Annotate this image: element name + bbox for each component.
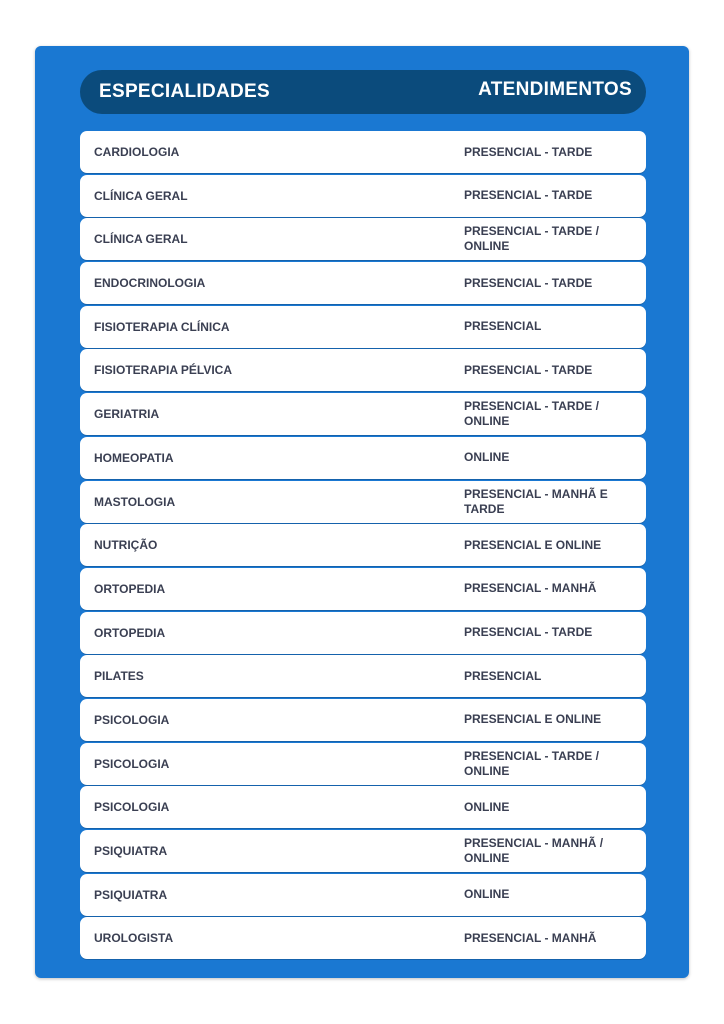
especialidade-cell: GERIATRIA <box>94 407 160 422</box>
table-row <box>80 655 646 697</box>
atendimento-cell: PRESENCIAL - TARDE / ONLINE <box>464 224 599 254</box>
table-row <box>80 306 646 348</box>
table-row <box>80 917 646 959</box>
table-row <box>80 568 646 610</box>
especialidade-cell: PILATES <box>94 669 144 684</box>
especialidade-cell: FISIOTERAPIA CLÍNICA <box>94 319 230 334</box>
atendimento-cell: PRESENCIAL E ONLINE <box>464 712 602 727</box>
atendimento-cell: PRESENCIAL - TARDE <box>464 275 593 290</box>
table-row <box>80 175 646 217</box>
table-row <box>80 874 646 916</box>
table-row <box>80 218 646 260</box>
table-row <box>80 786 646 828</box>
table-row <box>80 349 646 391</box>
especialidade-cell: PSICOLOGIA <box>94 712 170 727</box>
atendimento-cell: PRESENCIAL - TARDE <box>464 144 593 159</box>
atendimento-cell: PRESENCIAL - TARDE / ONLINE <box>464 748 599 778</box>
especialidade-cell: UROLOGISTA <box>94 931 174 946</box>
table-row <box>80 699 646 741</box>
table-row <box>80 481 646 523</box>
especialidade-cell: ORTOPEDIA <box>94 625 166 640</box>
atendimento-cell: PRESENCIAL E ONLINE <box>464 537 602 552</box>
especialidade-cell: FISIOTERAPIA PÉLVICA <box>94 363 233 378</box>
table-row <box>80 612 646 654</box>
table-row <box>80 830 646 872</box>
atendimento-cell: ONLINE <box>464 799 510 814</box>
especialidade-cell: CLÍNICA GERAL <box>94 188 188 203</box>
especialidade-cell: CARDIOLOGIA <box>94 145 180 159</box>
specialties-list <box>80 131 646 961</box>
table-header <box>80 70 646 114</box>
especialidade-cell: ORTOPEDIA <box>94 581 166 596</box>
specialties-panel <box>35 46 689 978</box>
especialidade-cell: PSIQUIATRA <box>94 887 168 902</box>
atendimento-cell: ONLINE <box>464 450 510 465</box>
atendimento-cell: PRESENCIAL - TARDE <box>464 362 593 377</box>
atendimento-cell: PRESENCIAL - TARDE <box>464 188 593 203</box>
atendimento-cell: PRESENCIAL - MANHÃ E TARDE <box>464 486 608 516</box>
atendimento-cell: PRESENCIAL - TARDE / ONLINE <box>464 399 599 429</box>
table-row <box>80 131 646 173</box>
atendimento-cell: PRESENCIAL - MANHÃ / ONLINE <box>464 836 604 865</box>
header-atendimentos: ATENDIMENTOS <box>478 79 632 100</box>
especialidade-cell: CLÍNICA GERAL <box>94 232 188 247</box>
especialidade-cell: PSIQUIATRA <box>94 844 168 858</box>
atendimento-cell: PRESENCIAL - MANHÃ <box>464 930 597 945</box>
especialidade-cell: MASTOLOGIA <box>94 494 176 509</box>
especialidade-cell: PSICOLOGIA <box>94 756 170 771</box>
table-row <box>80 743 646 785</box>
atendimento-cell: PRESENCIAL <box>464 668 542 683</box>
atendimento-cell: PRESENCIAL <box>464 319 542 334</box>
especialidade-cell: HOMEOPATIA <box>94 450 174 465</box>
especialidade-cell: ENDOCRINOLOGIA <box>94 276 206 291</box>
table-row <box>80 437 646 479</box>
table-row <box>80 524 646 566</box>
header-especialidades: ESPECIALIDADES <box>99 81 271 102</box>
table-row <box>80 262 646 304</box>
atendimento-cell: PRESENCIAL - TARDE <box>464 625 593 640</box>
especialidade-cell: NUTRIÇÃO <box>94 538 158 553</box>
atendimento-cell: PRESENCIAL - MANHÃ <box>464 581 597 596</box>
atendimento-cell: ONLINE <box>464 887 510 902</box>
especialidade-cell: PSICOLOGIA <box>94 800 170 815</box>
table-row <box>80 393 646 435</box>
